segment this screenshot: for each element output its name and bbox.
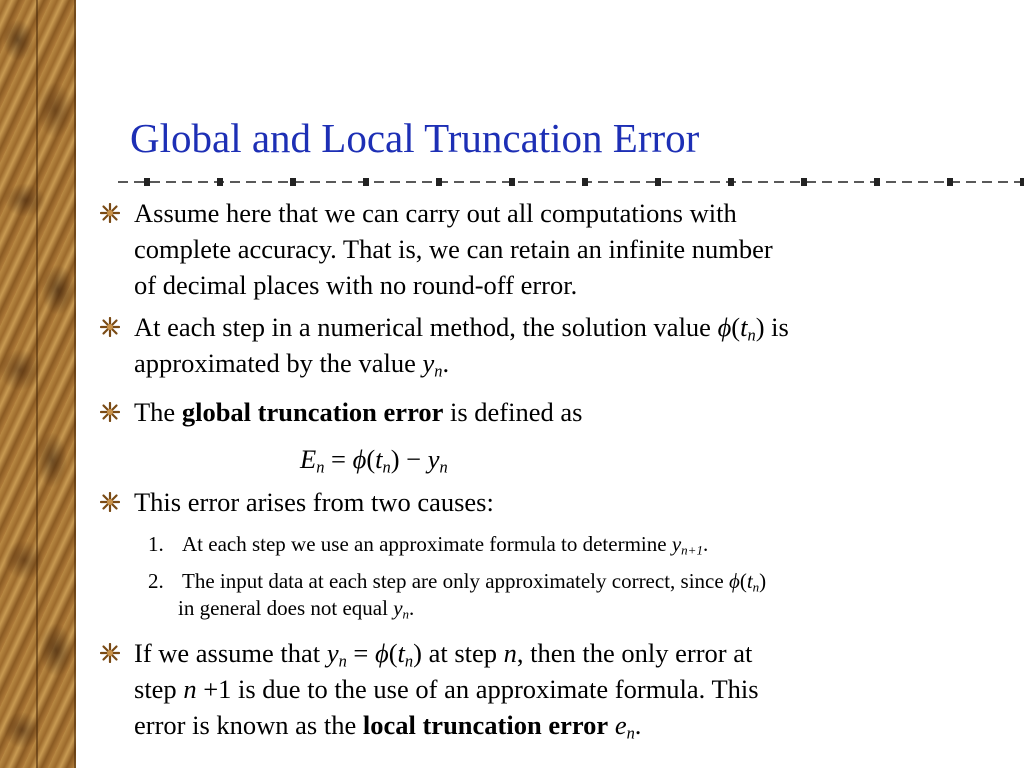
text-line: step n +1 is due to the use of an approximate formula. This [134, 674, 759, 704]
text-line: At each step in a numerical method, the solution value $\phi(t_n)$ is [134, 312, 789, 345]
text-line: complete accuracy. That is, we can retain an infinite number [134, 234, 773, 264]
divider-dot [874, 178, 880, 186]
asterisk-star-icon [100, 203, 120, 223]
decorative-marble-strip [0, 0, 76, 768]
strip-divider [36, 0, 38, 768]
divider-dot [1020, 178, 1024, 186]
bullet-text: This error arises from two causes: [134, 487, 494, 517]
text-line: approximated by the value $y_n$. [134, 348, 450, 381]
sub-item-text: The input data at each step are only approximately correct, since $\phi(t_n)$ in general does not equal $y_n$. [178, 569, 767, 622]
global-error-formula: $E_n = \phi(t_n) - y_n$ [300, 444, 448, 477]
bullet-text [134, 195, 1004, 303]
divider-dot [728, 178, 734, 186]
strip-divider [74, 0, 76, 768]
bullet-text: The global truncation error is defined as [134, 397, 583, 427]
divider-dot [509, 178, 515, 186]
divider-dot [801, 178, 807, 186]
title-divider [118, 176, 1024, 188]
asterisk-star-icon [100, 492, 120, 512]
sub-item-text: At each step we use an approximate formula to determine $y_{n+1}$. [182, 532, 709, 558]
asterisk-star-icon [100, 317, 120, 337]
bullet-text [134, 635, 1004, 743]
divider-dot [947, 178, 953, 186]
divider-dot [290, 178, 296, 186]
text-line: error is known as the local truncation error $e_n$. [134, 710, 642, 743]
text-line: of decimal places with no round-off error. [134, 270, 578, 300]
text-line: If we assume that $y_n = \phi(t_n)$ at step n, then the only error at [134, 638, 753, 671]
list-number: 1. [148, 532, 164, 556]
divider-dot [655, 178, 661, 186]
text-line: Assume here that we can carry out all computations with [134, 198, 737, 228]
slide-title: Global and Local Truncation Error [130, 115, 700, 161]
list-number: 2. [148, 569, 164, 593]
divider-dot [582, 178, 588, 186]
divider-dot [363, 178, 369, 186]
divider-dot [436, 178, 442, 186]
asterisk-star-icon [100, 643, 120, 663]
divider-dot [144, 178, 150, 186]
asterisk-star-icon [100, 402, 120, 422]
bullet-text [134, 309, 1004, 381]
divider-dot [217, 178, 223, 186]
